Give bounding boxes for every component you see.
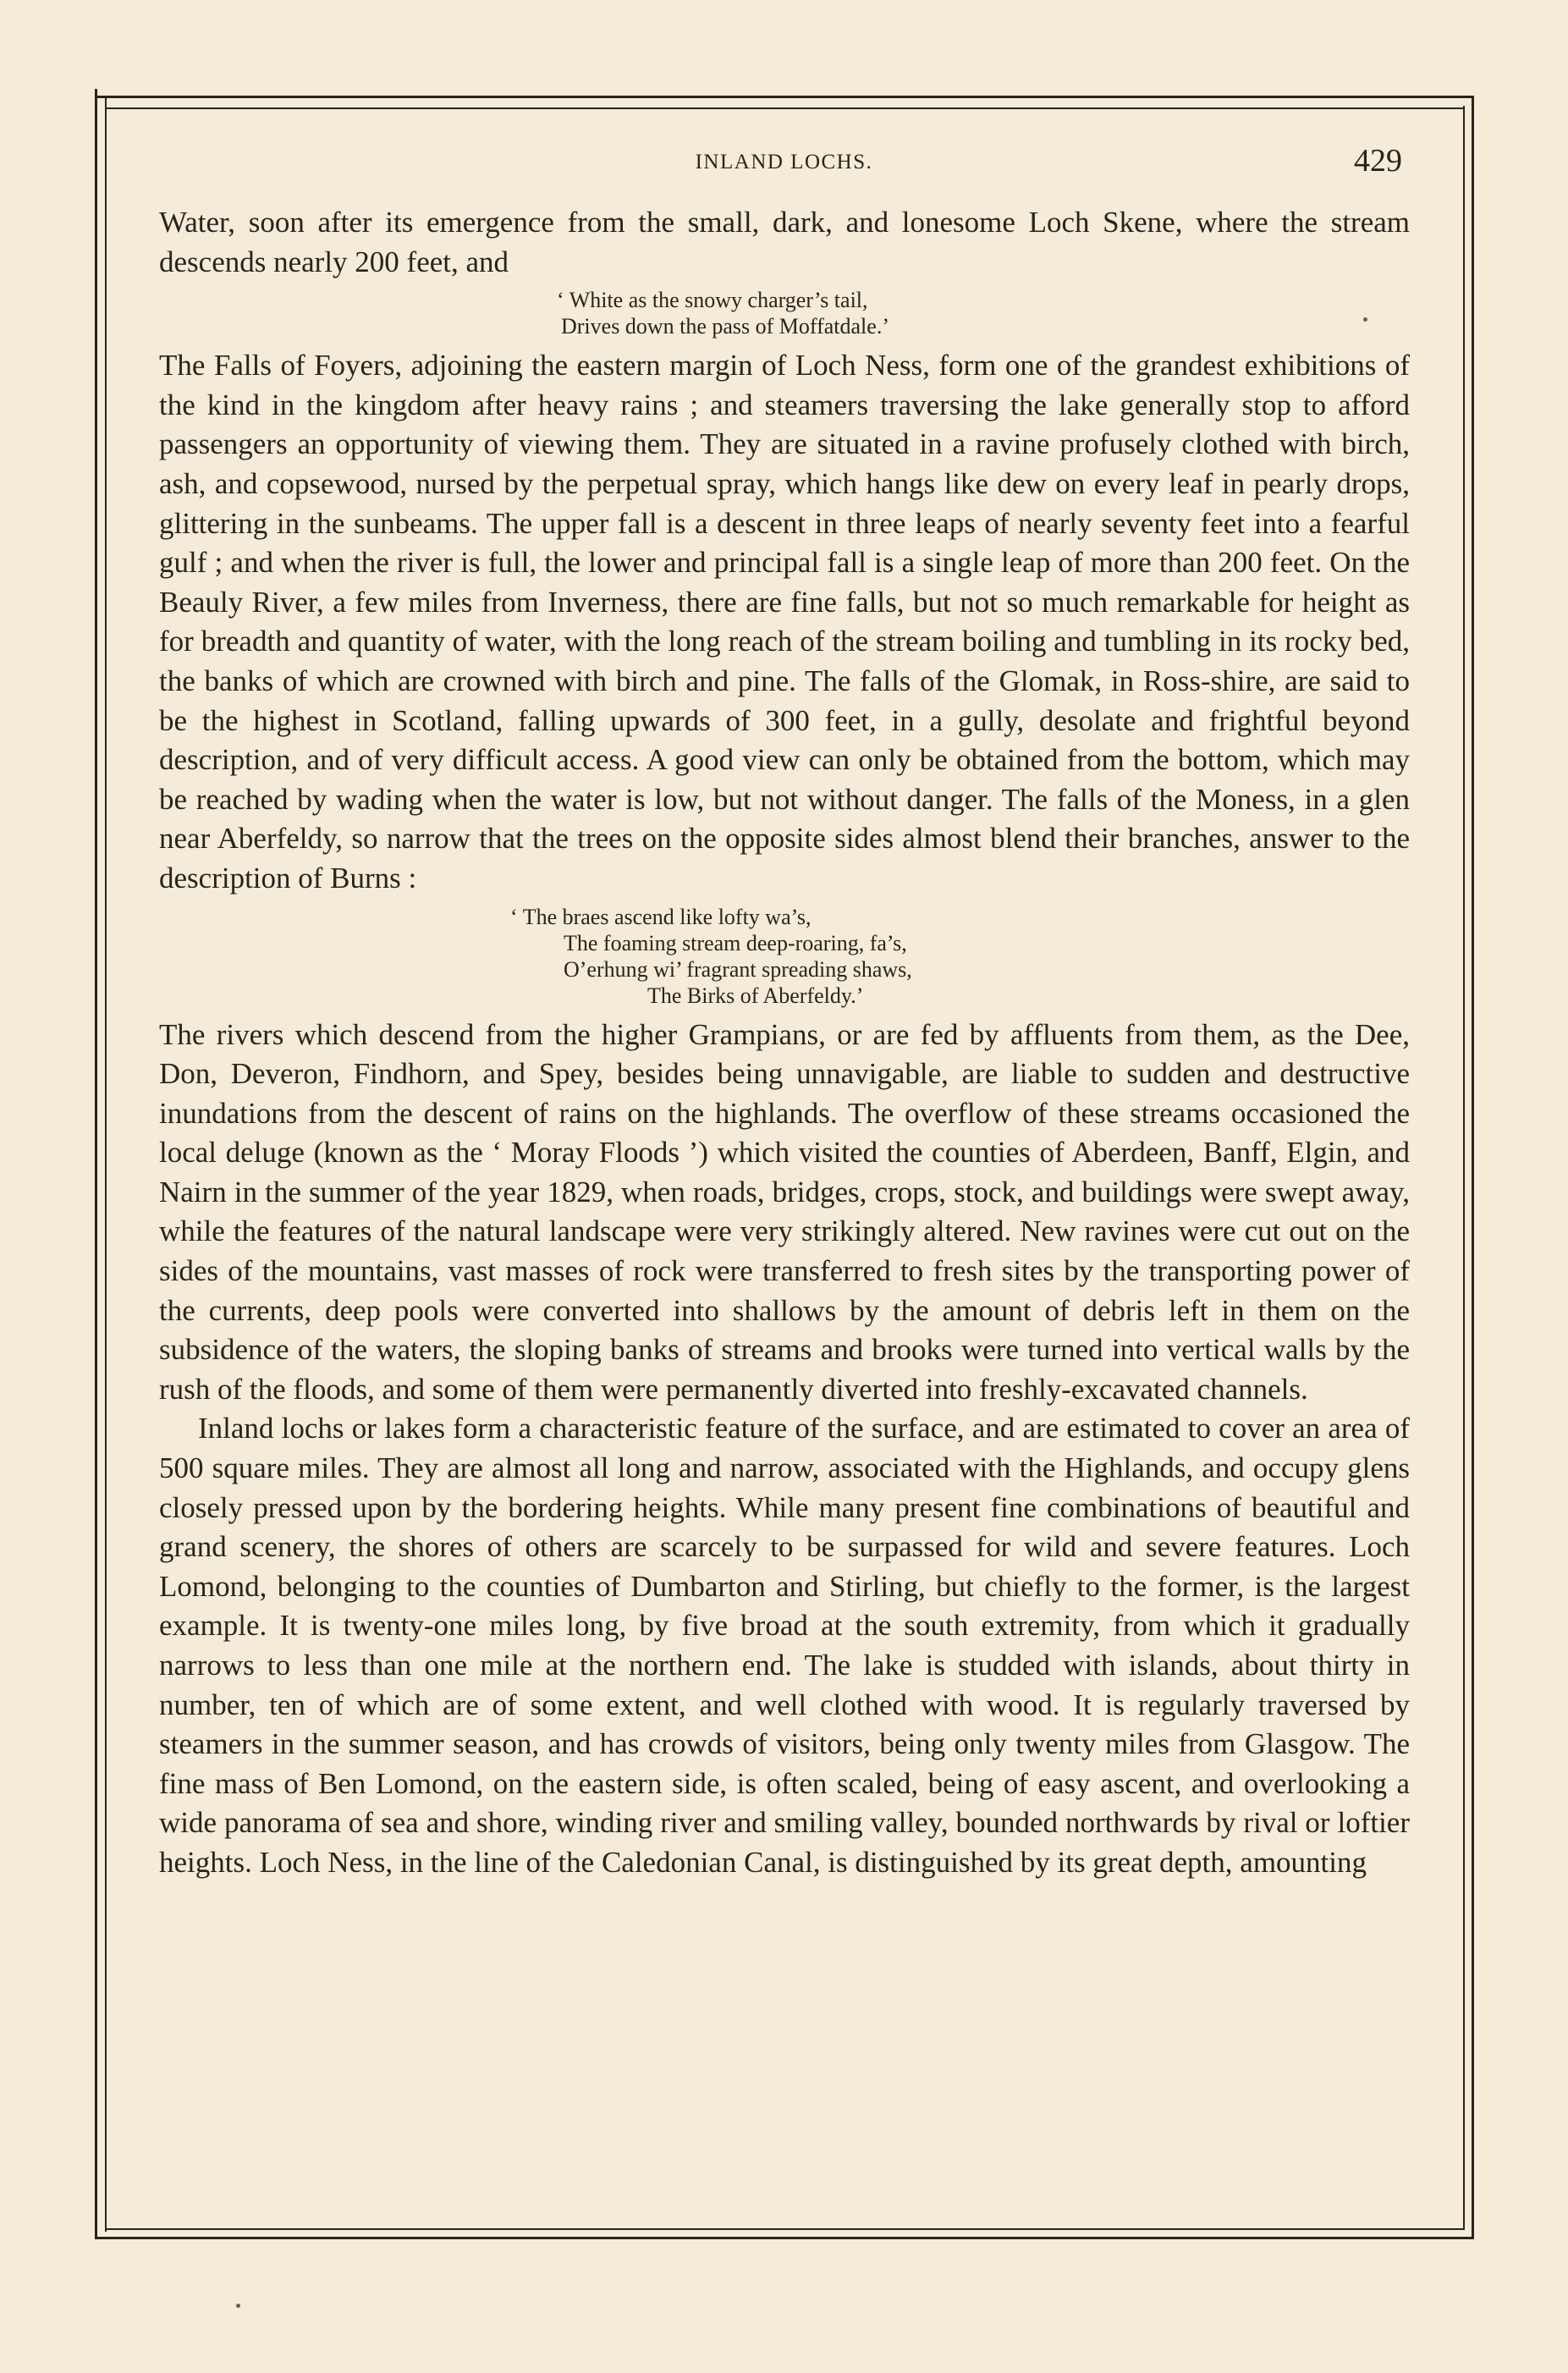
page-header bbox=[0, 143, 1568, 193]
running-title: INLAND LOCHS. bbox=[695, 151, 873, 173]
verse-quotation-moffatdale bbox=[159, 287, 1410, 339]
verse-line: Drives down the pass of Moffatdale.’ bbox=[561, 314, 889, 339]
text-block bbox=[159, 203, 1410, 1883]
print-speck bbox=[1363, 317, 1367, 322]
verse-line: ‘ White as the snowy charger’s tail, bbox=[557, 288, 868, 313]
frame-left-inner bbox=[105, 97, 107, 2232]
paragraph-falls-of-foyers: The Falls of Foyers, adjoining the eastern margin of Loch Ness, form one of the grandest exhibitions of the kind in the kingdom after heavy rains ; and steamers traversing the lake generally stop to afford passengers an opportunity of viewing them. They are situated in a ravine profusely clothed with birch, ash, and copsewood, nursed by the perpetual spray, which hangs like dew on every leaf in pearly drops, glittering in the sunbeams. The upper fall is a descent in three leaps of nearly seventy feet into a fearful gulf ; and when the river is full, the lower and principal fall is a single leap of more than 200 feet. On the Beauly River, a few miles from Inverness, there are fine falls, but not so much remarkable for height as for breadth and quantity of water, with the long reach of the stream boiling and tumbling in its rocky bed, the banks of which are crowned with birch and pine. The falls of the Glomak, in Ross-shire, are said to be the highest in Scotland, falling upwards of 300 feet, in a gully, desolate and frightful beyond description, and of very difficult access. A good view can only be obtained from the bottom, which may be reached by wading when the water is low, but not without danger. The falls of the Moness, in a glen near Aberfeldy, so narrow that the trees on the opposite sides almost blend their branches, answer to the description of Burns : bbox=[159, 349, 1410, 895]
verse-quotation-burns bbox=[159, 904, 1410, 1009]
verse-line: The foaming stream deep-roaring, fa’s, bbox=[564, 930, 907, 955]
verse-line: O’erhung wi’ fragrant spreading shaws, bbox=[564, 956, 912, 982]
verse-line: The Birks of Aberfeldy.’ bbox=[647, 983, 864, 1008]
frame-top-inner bbox=[105, 107, 1465, 109]
paragraph-inland-lochs: Inland lochs or lakes form a characteristic feature of the surface, and are estimated to cover an area of 500 square miles. They are almost all long and narrow, associated with the Highlands, and occupy glens closely pressed upon by the bordering heights. While many present fine combinations of beautiful and grand scenery, the shores of others are scarcely to be surpassed for wild and severe features. Loch Lomond, belonging to the counties of Dumbarton and Stirling, but chiefly to the former, is the largest example. It is twenty-one miles long, by five broad at the south extremity, from which it gradually narrows to less than one mile at the northern end. The lake is studded with islands, about thirty in number, ten of which are of some extent, and well clothed with wood. It is regularly traversed by steamers in the summer season, and has crowds of visitors, being only twenty miles from Glasgow. The fine mass of Ben Lomond, on the eastern side, is often scaled, being of easy ascent, and overlooking a wide panorama of sea and shore, winding river and smiling valley, bounded northwards by rival or loftier heights. Loch Ness, in the line of the Caledonian Canal, is distinguished by its great depth, amounting bbox=[159, 1412, 1410, 1879]
print-speck bbox=[236, 2304, 240, 2308]
frame-right-inner bbox=[1463, 106, 1465, 2230]
paragraph-rivers: The rivers which descend from the higher Grampians, or are fed by affluents from them, as the Dee, Don, Deveron, Findhorn, and Spey, besides being unnavigable, are liable to sudden and destructive inundations from the descent of rains on the highlands. The overflow of these streams occasioned the local deluge (known as the ‘ Moray Floods ’) which visited the counties of Aberdeen, Banff, Elgin, and Nairn in the summer of the year 1829, when roads, bridges, crops, stock, and buildings were swept away, while the features of the natural landscape were very strikingly altered. New ravines were cut out on the sides of the mountains, vast masses of rock were transferred to fresh sites by the transporting power of the currents, deep pools were converted into shallows by the amount of debris left in them on the subsidence of the waters, the sloping banks of streams and brooks were turned into vertical walls by the rush of the floods, and some of them were permanently diverted into freshly-excavated channels. bbox=[159, 1017, 1410, 1406]
frame-bottom-outer bbox=[95, 2237, 1474, 2239]
frame-bottom-inner bbox=[105, 2228, 1465, 2230]
verse-line: ‘ The braes ascend like lofty wa’s, bbox=[510, 904, 812, 929]
paragraph-continuation: Water, soon after its emergence from the small, dark, and lonesome Loch Skene, where the stream descends nearly 200 feet, and bbox=[159, 206, 1410, 278]
frame-left-outer bbox=[95, 89, 97, 2238]
frame-right-outer bbox=[1472, 97, 1474, 2238]
frame-top-outer bbox=[95, 96, 1474, 98]
page-number: 429 bbox=[1354, 143, 1402, 179]
